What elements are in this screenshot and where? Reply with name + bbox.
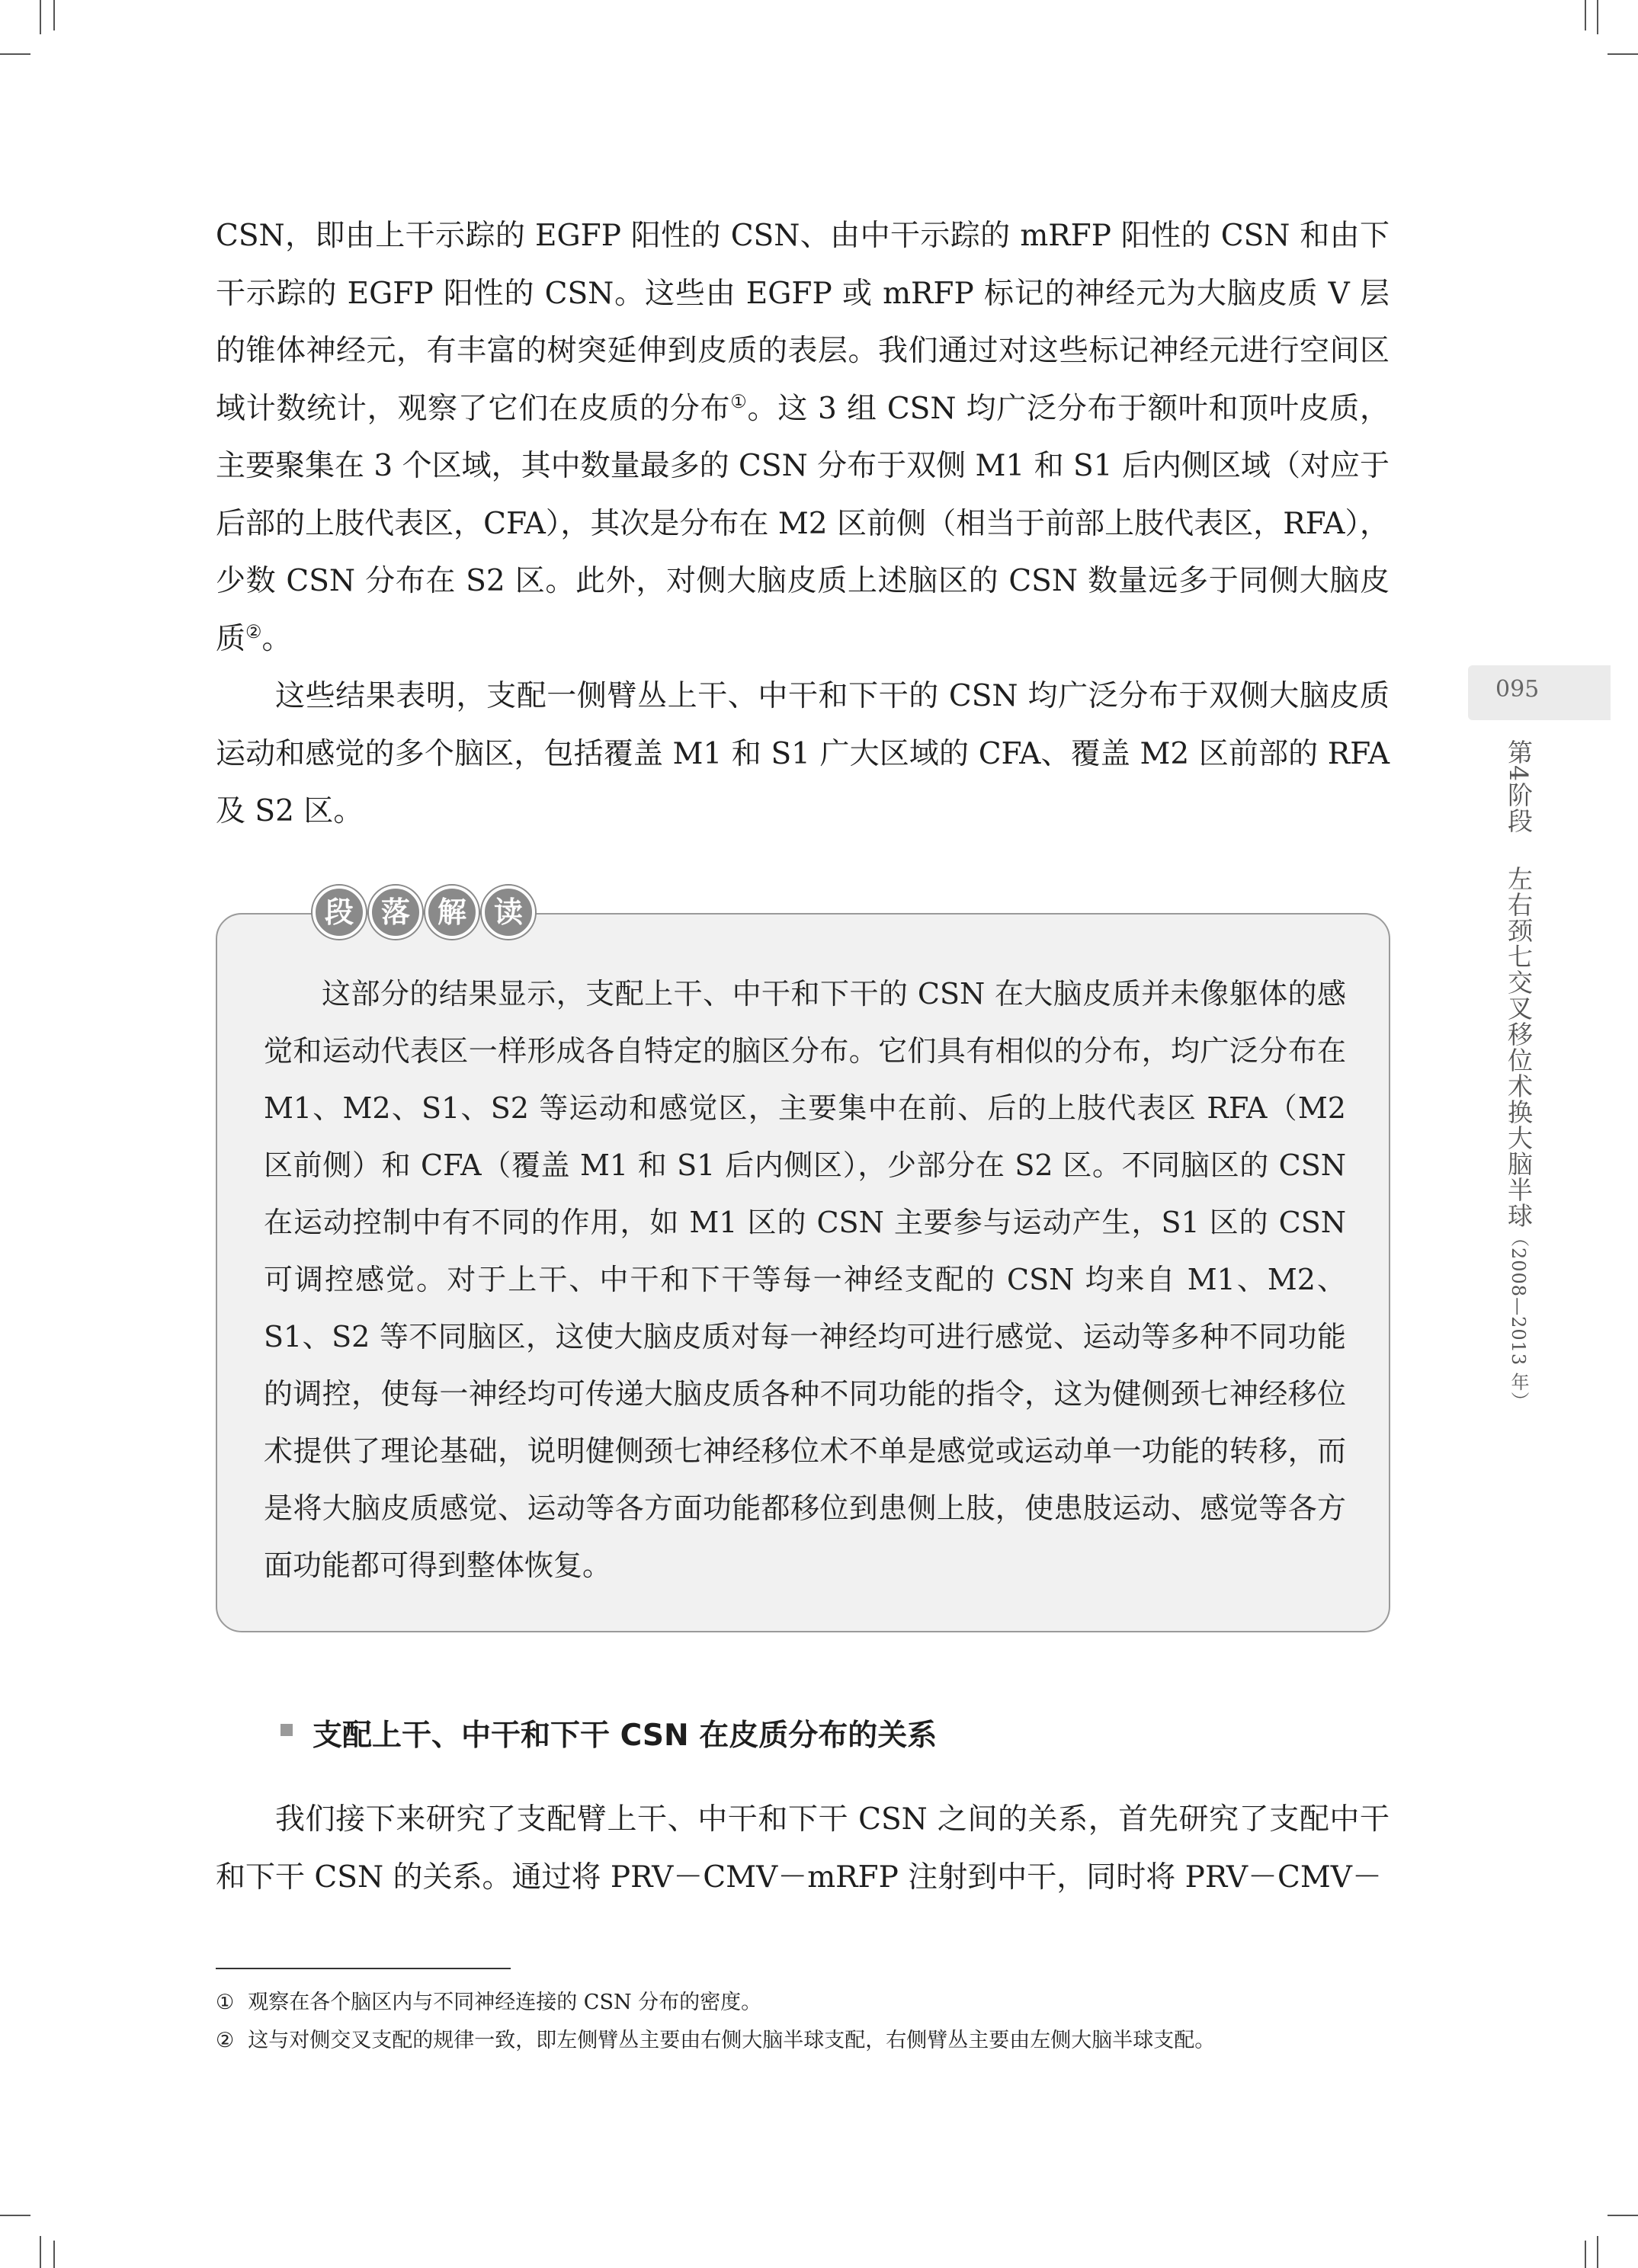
paragraph-3: 我们接下来研究了支配臂上干、中干和下干 CSN 之间的关系，首先研究了支配中干和下干 CSN 的关系。通过将 PRV－CMV－mRFP 注射到中干，同时将 PRV－CMV－ (216, 1802, 1390, 1895)
section-heading: 支配上干、中干和下干 CSN 在皮质分布的关系 (313, 1719, 938, 1753)
paragraph-1: CSN，即由上干示踪的 EGFP 阳性的 CSN、由中干示踪的 mRFP 阳性的 CSN 和由下干示踪的 EGFP 阳性的 CSN。这些由 EGFP 或 mRFP 标记的神经元为大脑皮质 V 层的锥体神经元，有丰富的树突延伸到皮质的表层。我们通过对这些标记神经元进行空间区域计数统计，观察了它们在皮质的分布①。这 3 组 CSN 均广泛分布于额叶和顶叶皮质，主要聚集在 3 个区域，其中数量最多的 CSN 分布于双侧 M1 和 S1 后内侧区域（对应于后部的上肢代表区，CFA），其次是分布在 M2 区前侧（相当于前部上肢代表区，RFA），少数 CSN 分布在 S2 区。此外，对侧大脑皮质上述脑区的 CSN 数量远多于同侧大脑皮质②。 (216, 219, 1390, 656)
page-number: 095 (1495, 676, 1540, 703)
body-text-lower (216, 1791, 1390, 1906)
crop-mark (40, 2236, 41, 2268)
page-number-tab (1468, 665, 1611, 720)
body-text-upper (216, 207, 1390, 841)
footnotes (216, 1984, 1390, 2060)
footnote-1: ① 观察在各个脑区内与不同神经连接的 CSN 分布的密度。 (216, 1991, 762, 2014)
footnote-2: ② 这与对侧交叉支配的规律一致，即左侧臂丛主要由右侧大脑半球支配，右侧臂丛主要由左侧大脑半球支配。 (216, 2029, 1216, 2052)
chapter-title: 左右颈七交叉移位术换大脑半球 (1504, 866, 1534, 1228)
crop-mark (1597, 0, 1598, 34)
crop-mark (53, 0, 55, 30)
interpretation-badge (313, 886, 535, 939)
crop-mark (53, 2241, 55, 2268)
crop-mark (40, 0, 41, 34)
footnote-ref-1[interactable]: ① (730, 390, 748, 412)
crop-mark (1608, 53, 1638, 55)
crop-mark (1585, 2241, 1586, 2268)
paragraph-2: 这些结果表明，支配一侧臂丛上干、中干和下干的 CSN 均广泛分布于双侧大脑皮质运动和感觉的多个脑区，包括覆盖 M1 和 S1 广大区域的 CFA、覆盖 M2 区前部的 RFA 及 S2 区。 (216, 679, 1390, 828)
crop-mark (1608, 2215, 1638, 2216)
footnote-divider (216, 1968, 511, 1969)
crop-mark (1597, 2236, 1598, 2268)
section-marker-icon (280, 1724, 293, 1736)
interpretation-text: 这部分的结果显示，支配上干、中干和下干的 CSN 在大脑皮质并未像躯体的感觉和运动代表区一样形成各自特定的脑区分布。它们具有相似的分布，均广泛分布在 M1、M2、S1、S2 等运动和感觉区，主要集中在前、后的上肢代表区 RFA（M2 区前侧）和 CFA（覆盖 M1 和 S1 后内侧区），少部分在 S2 区。不同脑区的 CSN 在运动控制中有不同的作用，如 M1 区的 CSN 主要参与运动产生，S1 区的 CSN 可调控感觉。对于上干、中干和下干等每一神经支配的 CSN 均来自 M1、M2、S1、S2 等不同脑区，这使大脑皮质对每一神经均可进行感觉、运动等多种不同功能的调控，使每一神经均可传递大脑皮质各种不同功能的指令，这为健侧颈七神经移位术提供了理论基础，说明健侧颈七神经移位术不单是感觉或运动单一功能的转移，而是将大脑皮质感觉、运动等各方面功能都移位到患侧上肢，使患肢运动、感觉等各方面功能都可得到整体恢复。 (264, 977, 1346, 1582)
crop-mark (0, 2215, 30, 2216)
chapter-years: （2008—2013 年） (1508, 1228, 1529, 1411)
badge-char: 解 (425, 886, 479, 939)
crop-mark (1585, 0, 1586, 30)
badge-char: 读 (482, 886, 535, 939)
crop-mark (0, 53, 30, 55)
stage-label: 第4阶段 (1504, 739, 1534, 834)
footnote-ref-2[interactable]: ② (245, 620, 262, 642)
badge-char: 落 (369, 886, 422, 939)
badge-char: 段 (313, 886, 366, 939)
running-title (1500, 739, 1537, 1411)
